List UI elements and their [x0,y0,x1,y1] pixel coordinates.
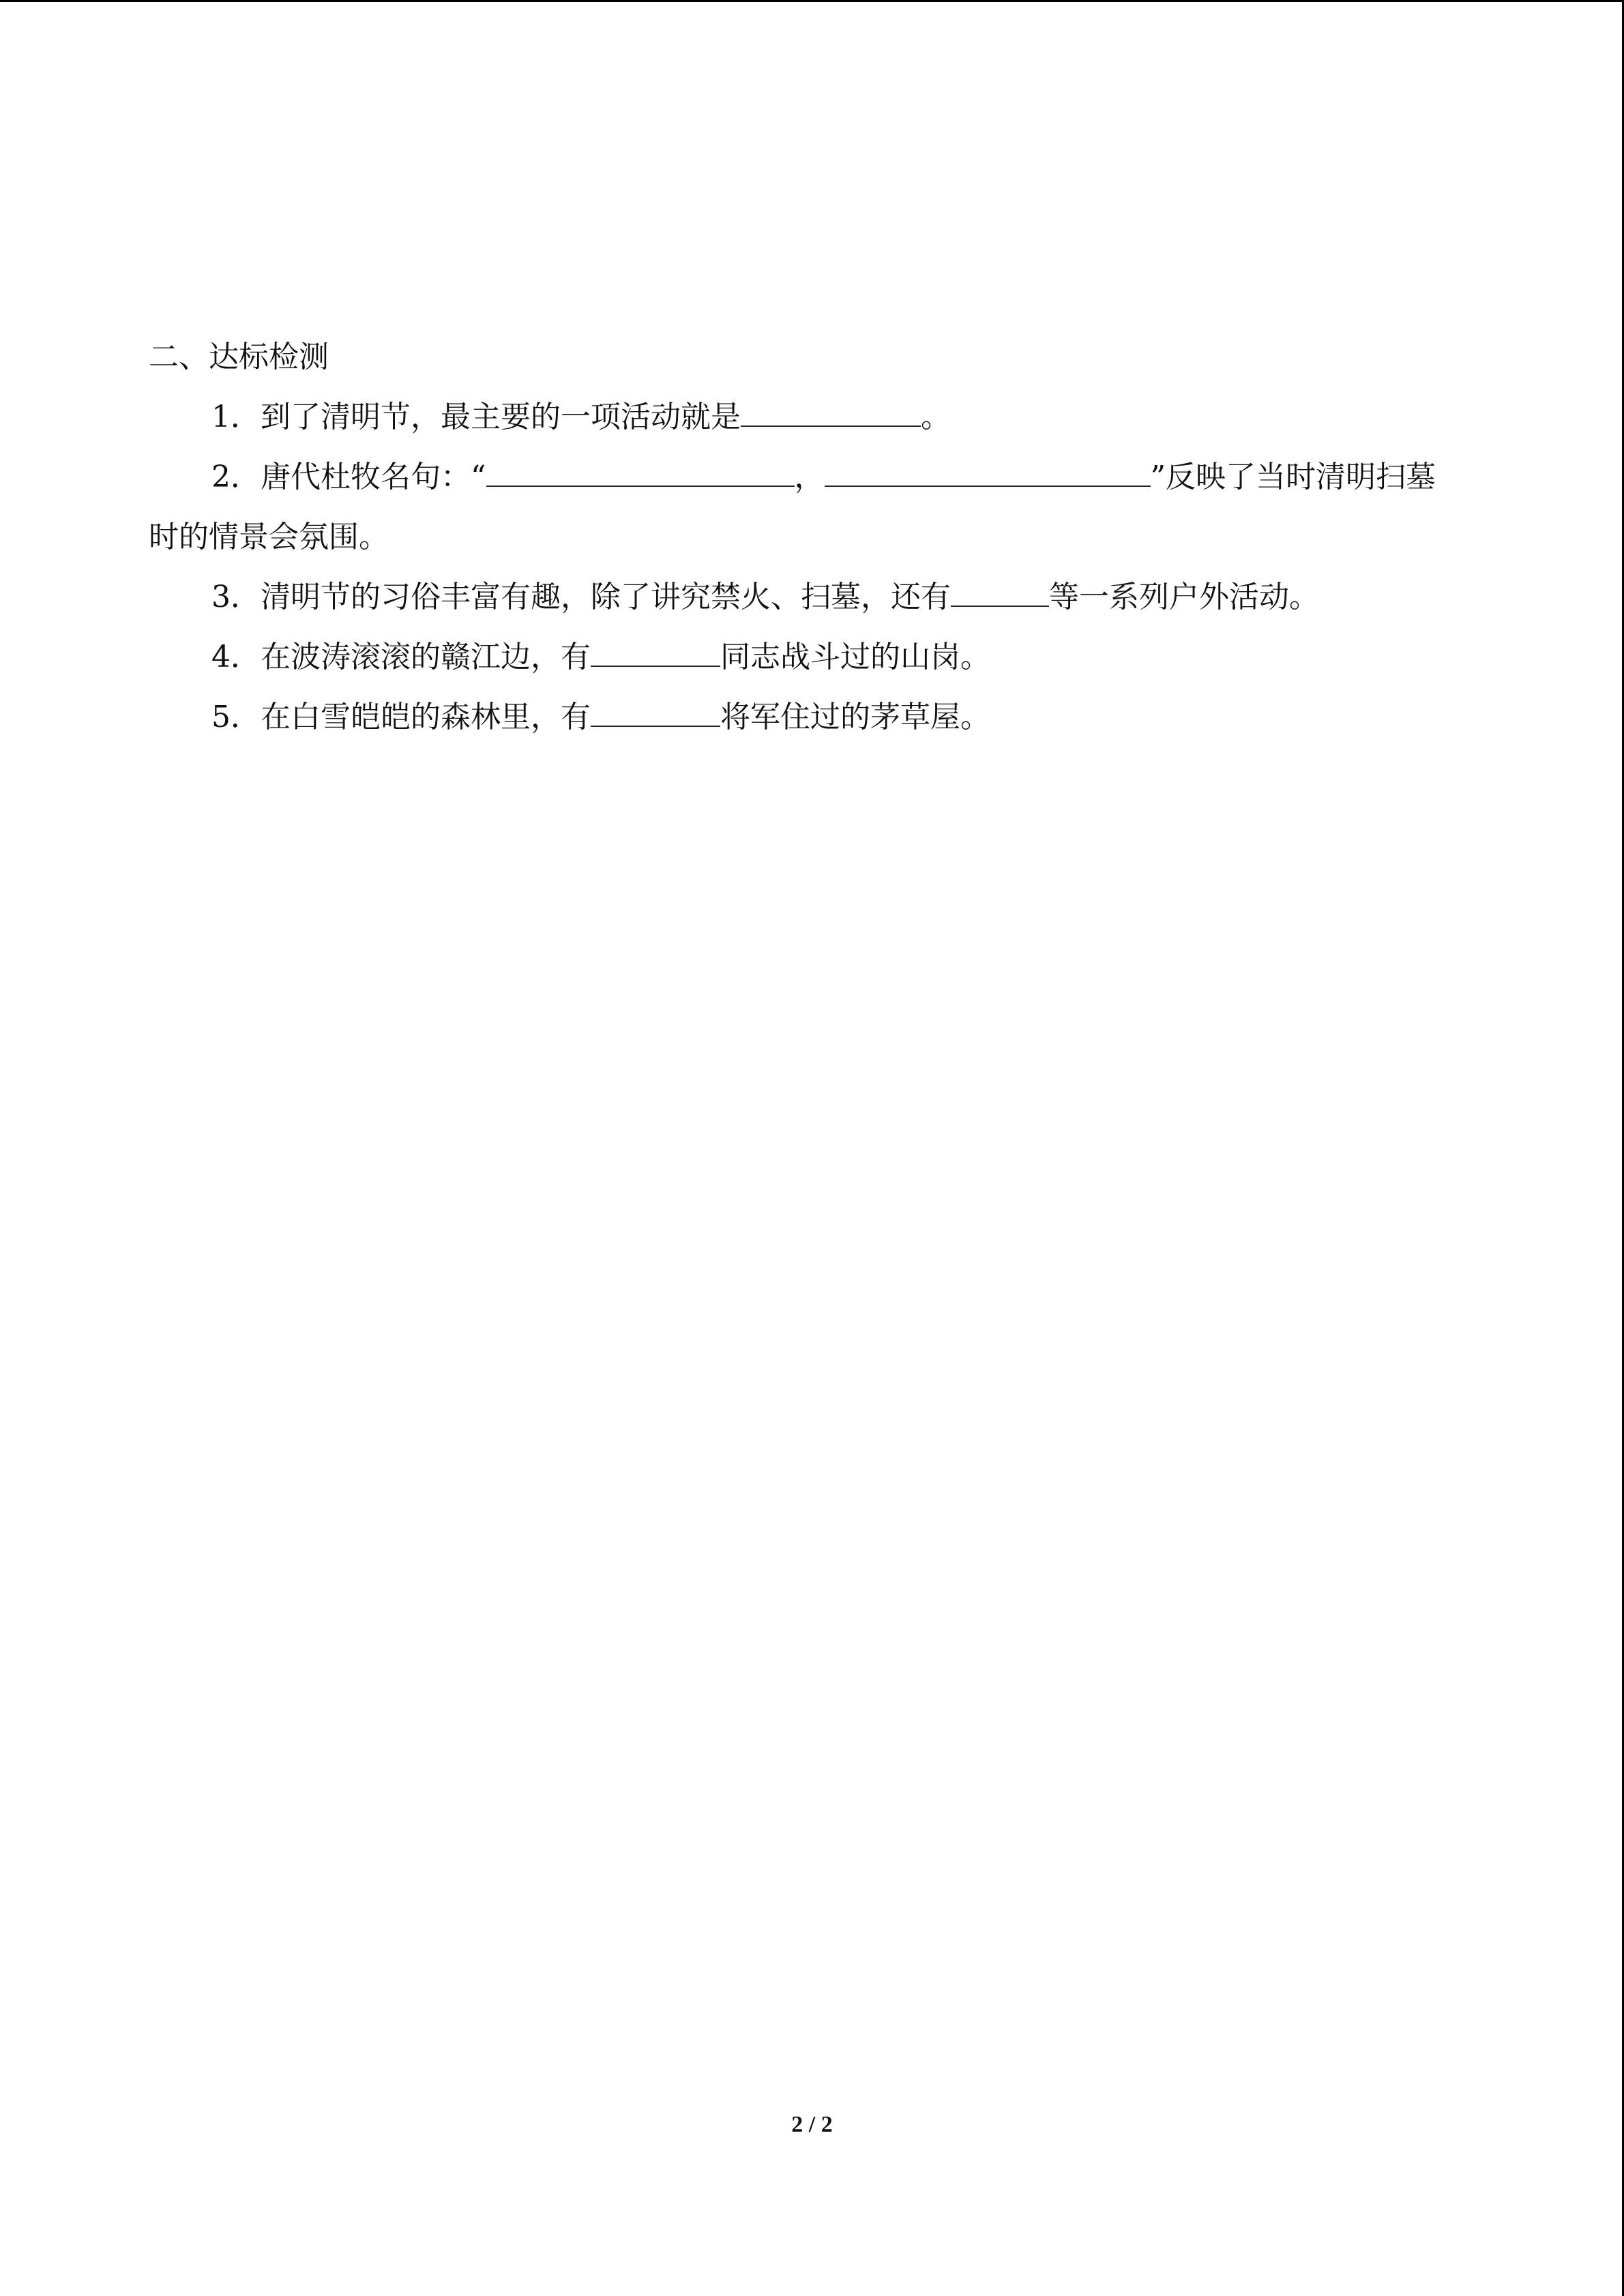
page-number: 2 / 2 [791,2112,833,2137]
question-text: 。 [921,400,951,434]
question-text: 等一系列户外活动。 [1049,580,1319,614]
question-text: 同志战斗过的山岗。 [720,640,990,674]
worksheet-body [149,327,1465,747]
question-number: 5． [211,700,261,734]
answer-blank[interactable] [591,638,720,667]
question-text: 在白雪皑皑的森林里，有 [261,700,591,734]
top-border-line [0,0,1624,2]
answer-blank[interactable] [951,578,1049,607]
question-3 [149,567,1465,627]
question-2 [149,447,1465,567]
question-text: 清明节的习俗丰富有趣，除了讲究禁火、扫墓，还有 [261,580,951,614]
answer-blank[interactable] [486,458,795,487]
question-number: 2． [211,460,261,494]
question-text: 唐代杜牧名句：“ [261,460,486,494]
question-4 [149,627,1465,687]
question-text: 将军住过的茅草屋。 [720,700,990,734]
question-text: ， [794,460,825,494]
question-text: 到了清明节，最主要的一项活动就是 [261,400,741,434]
question-text: 在波涛滚滚的赣江边，有 [261,640,591,674]
question-5 [149,687,1465,747]
question-number: 1． [211,400,261,434]
question-1 [149,387,1465,447]
answer-blank[interactable] [741,398,921,427]
question-number: 4． [211,640,261,674]
section-title: 二、达标检测 [149,340,329,374]
answer-blank[interactable] [825,458,1151,487]
answer-blank[interactable] [591,698,720,727]
question-text: ”反映了当时清明扫墓时的情景会氛围。 [149,460,1436,554]
question-number: 3． [211,580,261,614]
